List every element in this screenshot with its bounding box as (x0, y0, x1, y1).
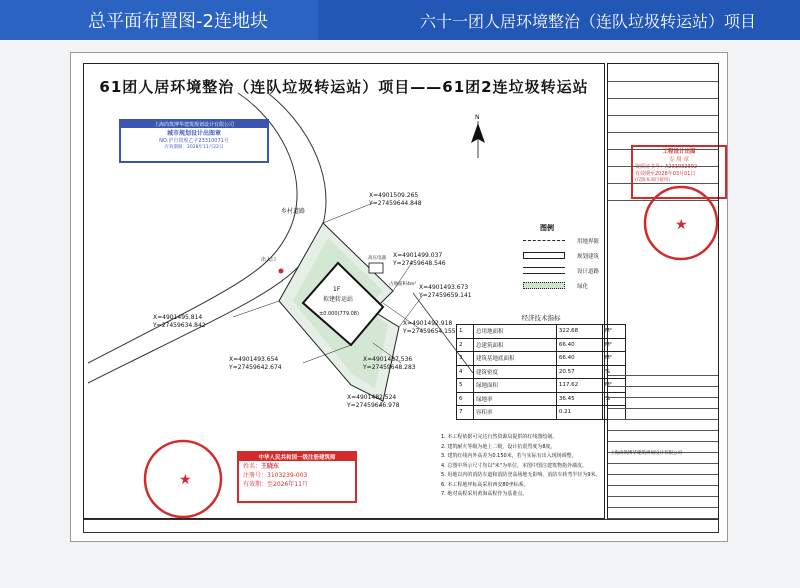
econ-cell-unit: % (603, 392, 626, 406)
coord-2-x: X=4901499.037 (393, 252, 443, 259)
stamp-cert-no: NO:沪自资规乙字23310071号 (159, 138, 229, 144)
coord-3-y: Y=27459659.141 (419, 292, 472, 299)
title-block-row (608, 81, 718, 99)
design-note: (仅限本项目使用) (635, 178, 671, 183)
title-block-row (608, 166, 718, 184)
econ-row (457, 338, 626, 352)
header-left-title: 总平面布置图-2连地块 (0, 0, 318, 40)
note-line: 7. 绝对高程采用黄海高程作为基准点。 (441, 491, 528, 497)
econ-cell-unit: M² (603, 338, 626, 352)
north-label: N (475, 114, 480, 121)
title-block-row (608, 183, 718, 201)
coord-6-y: Y=27459642.674 (229, 364, 282, 371)
coord-7-y: Y=27459648.283 (363, 364, 416, 371)
econ-table-title: 经济技术指标 (521, 314, 561, 322)
econ-cell-no: 6 (457, 392, 474, 406)
title-block-company: 上海尚筑博华建筑规划设计有限公司 (610, 451, 682, 456)
design-stamp-title: 工程设计出图 (662, 149, 696, 155)
design-stamp-sub: 专 用 章 (669, 157, 689, 163)
pool-box (369, 263, 383, 273)
bottom-strip (83, 519, 719, 533)
econ-cell-value: 66.40 (556, 352, 602, 366)
coord-5-x: X=4901492.918 (403, 320, 453, 327)
econ-row (457, 352, 626, 366)
note-line: 6. 本工程地坪标高采用西安80坐标系。 (441, 481, 529, 488)
entrance-marker (279, 269, 284, 274)
building-elev: ±0.000(779.08) (319, 311, 359, 317)
coord-5-y: Y=27459654.155 (403, 328, 456, 335)
coord-8-x: X=4901482.524 (347, 394, 397, 401)
header-right-title: 六十一团人居环境整治（连队垃圾转运站）项目 (318, 0, 800, 40)
coord-2-y: Y=27459648.546 (393, 260, 446, 267)
econ-cell-no: 1 (457, 325, 474, 339)
legend-label: 规划建筑 (577, 254, 600, 260)
econ-cell-no: 7 (457, 406, 474, 420)
notes (441, 433, 621, 500)
architect-title: 中华人民共和国一级注册建筑师 (239, 453, 355, 461)
econ-row (457, 392, 626, 406)
econ-cell-no: 4 (457, 365, 474, 379)
note-line: 1. 本工程依据可完达自然资源局提供的红线图绘制。 (441, 434, 558, 440)
note-line: 5. 用地以内的消防车道和消防登高场地无影响，消防车转弯半径为9米。 (441, 472, 601, 478)
coord-4-y: Y=27459634.842 (153, 322, 206, 329)
coord-1-y: Y=27459644.848 (369, 200, 422, 207)
city-planning-stamp (119, 119, 269, 163)
company-seal-icon (141, 437, 225, 521)
econ-cell-no: 5 (457, 379, 474, 393)
econ-cell-name: 绿地率 (474, 392, 557, 406)
title-block-row (608, 149, 718, 167)
econ-row (457, 406, 626, 420)
stamp-cert-valid: 有效期限：2028年11月22日 (164, 145, 224, 150)
econ-table (456, 313, 626, 420)
econ-row (457, 365, 626, 379)
svg-text:★: ★ (179, 472, 192, 488)
econ-cell-unit: M² (603, 352, 626, 366)
page-header (0, 0, 800, 40)
econ-cell-value: 66.40 (556, 338, 602, 352)
econ-cell-value: 0.21 (556, 406, 602, 420)
legend-label: 绿化 (577, 284, 589, 290)
svg-text:★: ★ (675, 217, 688, 233)
coord-3-x: X=4901493.673 (419, 284, 469, 291)
architect-reg-label: 注册号： (243, 472, 268, 479)
note-line: 4. 总图中所示尺寸均以"米"为单位，本图中图注建筑物指外墙皮。 (441, 462, 587, 469)
building-floor: 1F (333, 286, 341, 293)
econ-cell-no: 3 (457, 352, 474, 366)
building-name: 拟建转运站 (323, 296, 354, 303)
note-line: 3. 建筑红线内外高差为0.150米，若与实际有出入现场调整。 (441, 453, 577, 459)
title-block-row (608, 64, 718, 82)
architect-valid-label: 有效期： (243, 481, 268, 488)
econ-cell-name: 总用地面积 (474, 325, 557, 339)
coord-7-x: X=4901487.536 (363, 356, 413, 363)
econ-cell-name: 建筑密度 (474, 365, 557, 379)
legend-title: 图例 (540, 224, 554, 232)
econ-cell-unit: % (603, 365, 626, 379)
title-block-row (608, 507, 718, 519)
econ-cell-no: 2 (457, 338, 474, 352)
econ-cell-name: 容积率 (474, 406, 557, 420)
econ-cell-value: 20.57 (556, 365, 602, 379)
stamp-company: 上海尚筑博华建筑规划设计有限公司 (121, 121, 267, 128)
econ-cell-unit: M² (603, 379, 626, 393)
architect-valid: 至2026年11月 (267, 481, 308, 488)
econ-row (457, 379, 626, 393)
note-line: 2. 建筑耐火等级为地上二级，设计抗震烈度为8度。 (441, 443, 556, 450)
legend-label: 用地界限 (577, 239, 600, 245)
design-valid: 有效期至2028年03月01日 (635, 171, 696, 177)
road-label: 乡村道路 (281, 208, 306, 215)
drawing-title: 61团人居环境整治（连队垃圾转运站）项目——61团2连垃圾转运站 (99, 78, 589, 96)
architect-name: 王晓东 (261, 463, 280, 470)
econ-cell-name: 总建筑面积 (474, 338, 557, 352)
coord-6-x: X=4901493.654 (229, 356, 279, 363)
north-arrow-icon (471, 114, 485, 158)
econ-cell-name: 建筑基地底面积 (474, 352, 557, 366)
pool-label: 占地面积4m² (389, 282, 417, 287)
coord-4-x: X=4901495.814 (153, 314, 203, 321)
econ-cell-value: 36.45 (556, 392, 602, 406)
architect-name-label: 姓名： (243, 463, 262, 470)
drawing-sheet (70, 52, 728, 542)
coord-8-y: Y=27459646.978 (347, 402, 400, 409)
title-block-row (608, 132, 718, 150)
title-block-row (608, 115, 718, 133)
econ-cell-unit: M² (603, 325, 626, 339)
entrance-label: 出入口 (261, 257, 277, 263)
econ-cell-name: 绿地面积 (474, 379, 557, 393)
equipment-label: 高压电器 (368, 256, 386, 261)
econ-row (457, 325, 626, 339)
econ-cell-value: 322.68 (556, 325, 602, 339)
design-cert: 资质证书号：A231032392 (635, 164, 698, 170)
architect-reg: 3103239-003 (267, 472, 308, 479)
stamp-city-cert: 城市规划设计出图章 (166, 130, 221, 137)
econ-cell-value: 117.62 (556, 379, 602, 393)
legend-label: 设计道路 (577, 269, 600, 275)
coord-1-x: X=4901509.265 (369, 192, 419, 199)
title-block-row (608, 98, 718, 116)
title-block (607, 63, 719, 519)
architect-stamp (237, 451, 357, 503)
